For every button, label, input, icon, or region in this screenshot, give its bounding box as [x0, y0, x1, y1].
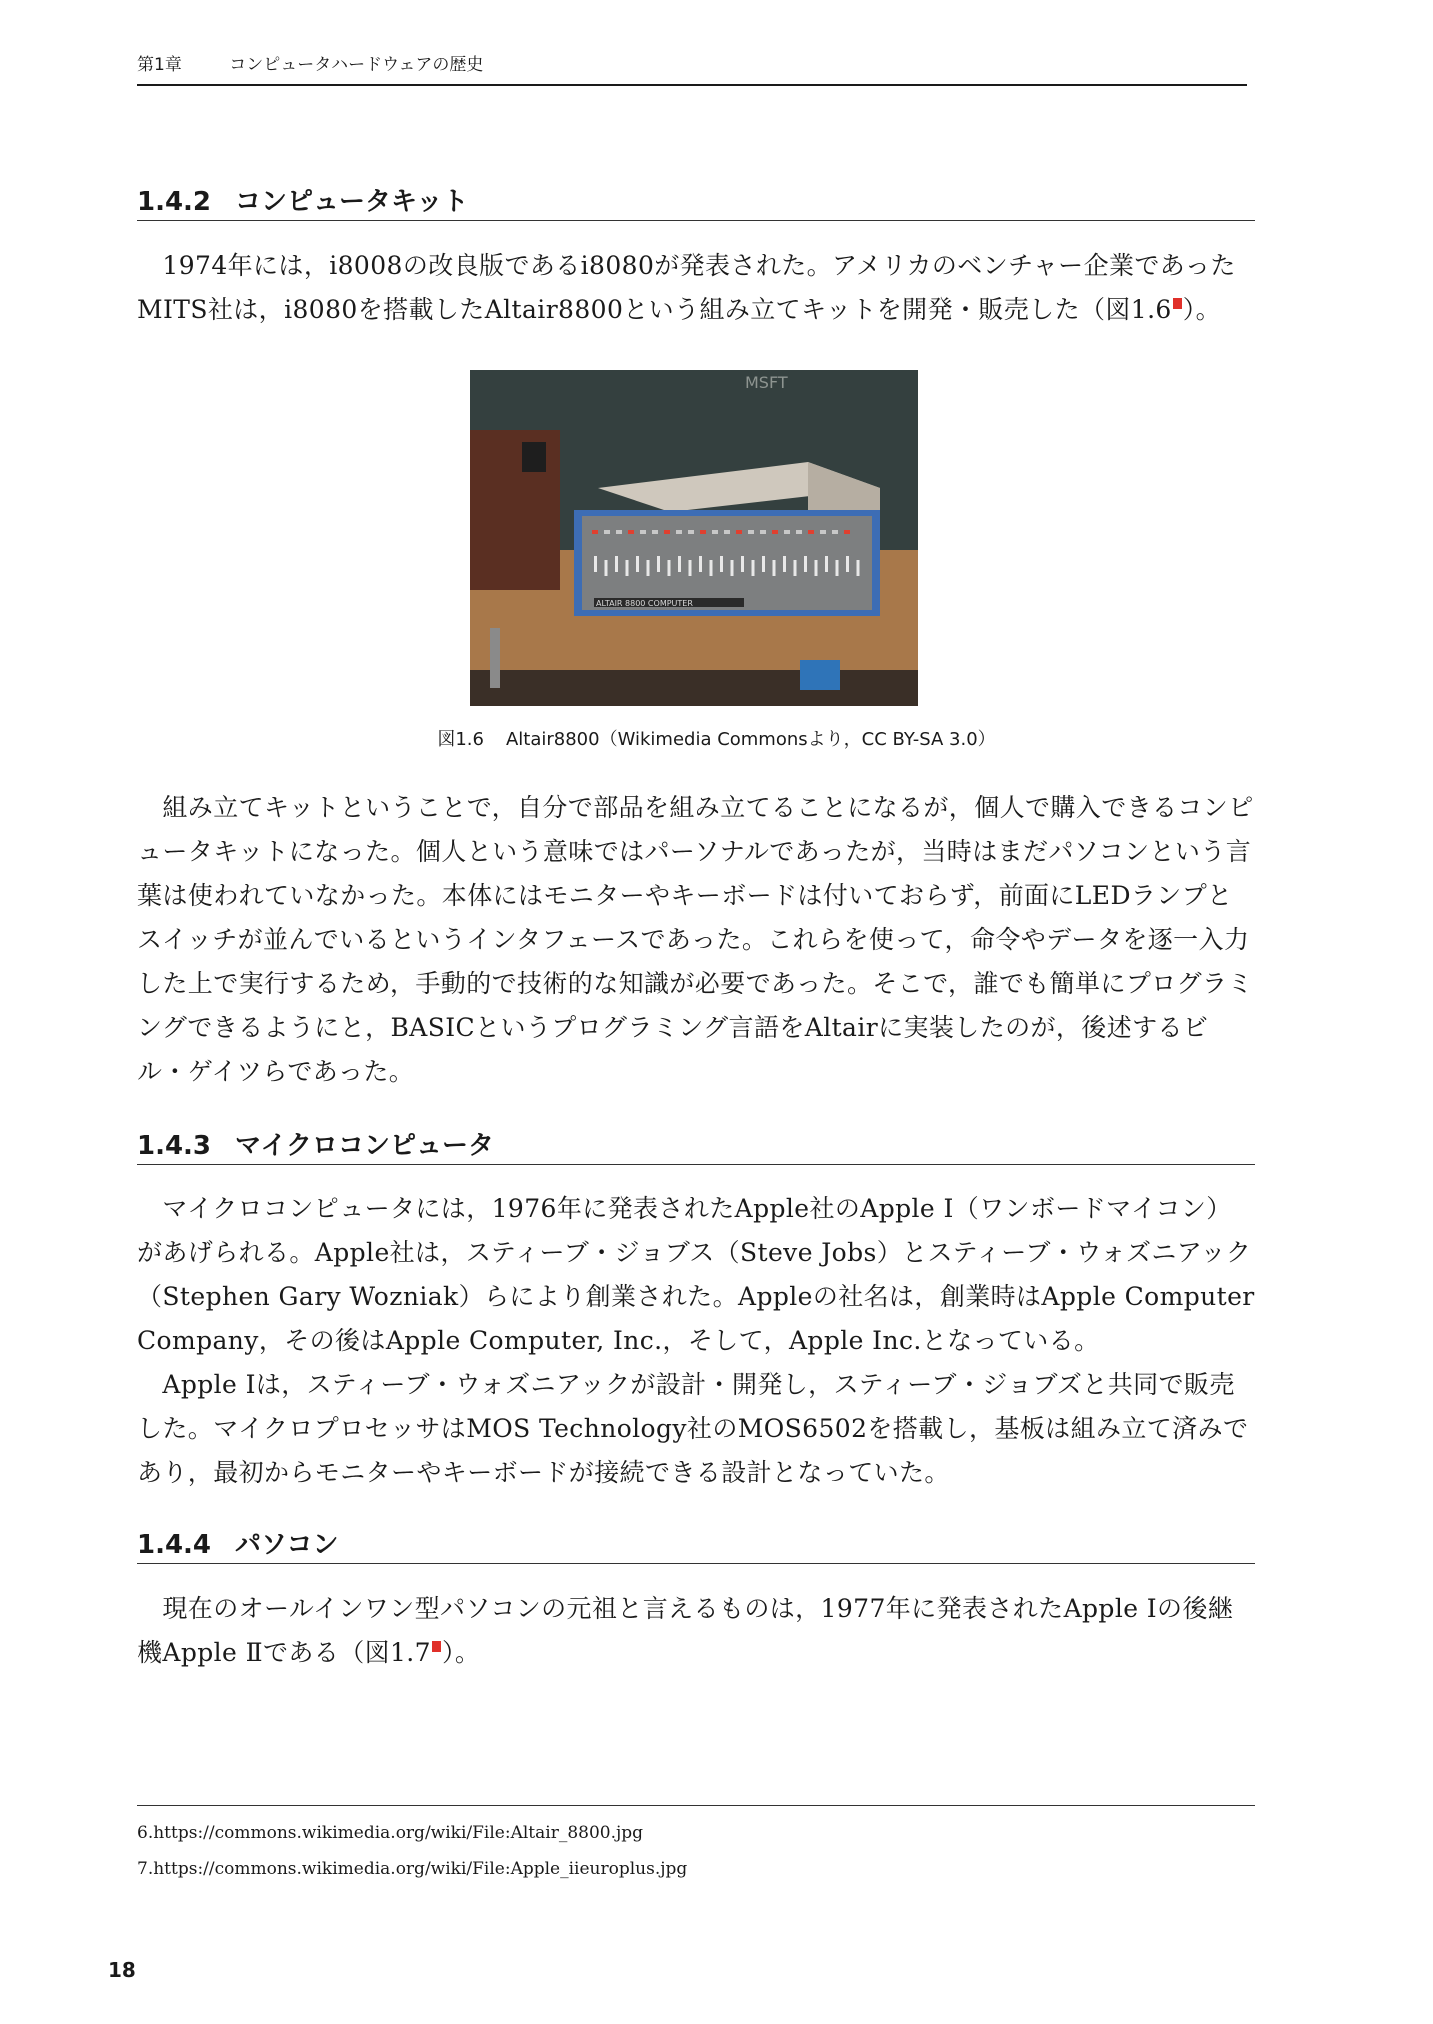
photo-toggle-switch	[668, 560, 671, 576]
photo-led	[784, 530, 790, 534]
photo-toggle-switch	[626, 560, 629, 576]
running-head-title: コンピュータハードウェアの歴史	[229, 55, 484, 75]
photo-led	[820, 530, 826, 534]
photo-toggle-switch	[689, 560, 692, 576]
section-title: マイクロコンピュータ	[235, 1131, 494, 1161]
photo-toggle-switch	[762, 556, 765, 572]
photo-led	[796, 530, 802, 534]
photo-led	[688, 530, 694, 534]
photo-left-device-panel	[522, 442, 546, 472]
photo-led	[772, 530, 778, 534]
photo-led	[676, 530, 682, 534]
photo-toggle-switch	[857, 560, 860, 576]
photo-led	[724, 530, 730, 534]
paragraph-text: ）。	[441, 1638, 481, 1667]
body-paragraph: Apple Ⅰは，スティーブ・ウォズニアックが設計・開発し，スティーブ・ジョブズと共同で販売した。マイクロプロセッサはMOS Technology社のMOS6502を搭載し，基板は組み立て済みであり，最初からモニターやキーボードが接続できる設計となっていた。	[137, 1370, 1249, 1487]
photo-toggle-switch	[752, 560, 755, 576]
photo-led	[652, 530, 658, 534]
photo-led	[628, 530, 634, 534]
section-heading-1-4-2	[137, 186, 1255, 221]
photo-floor	[470, 670, 918, 706]
photo-toggle-switch	[605, 560, 608, 576]
photo-led	[844, 530, 850, 534]
photo-toggle-switch	[804, 556, 807, 572]
body-paragraph	[137, 1587, 1255, 1675]
body-paragraph: マイクロコンピュータには，1976年に発表されたApple社のApple Ⅰ（ワンボードマイコン）があげられる。Apple社は，スティーブ・ジョブス（Steve Jobs）とスティーブ・ウォズニアック（Stephen Gary Wozniak）らにより創業された。Appleの社名は，創業時はApple Computer Company，その後はApple Computer, Inc.，そして，Apple Inc.となっている。	[137, 1194, 1255, 1355]
paragraph-text: 現在のオールインワン型パソコンの元祖と言えるものは，1977年に発表されたApple Ⅰの後継機Apple Ⅱである（図1.7	[137, 1594, 1234, 1667]
photo-led	[616, 530, 622, 534]
figure-number: 図1.6	[437, 729, 484, 750]
photo-toggle-switch	[783, 556, 786, 572]
photo-toggle-switch	[699, 556, 702, 572]
photo-toggle-switch	[710, 560, 713, 576]
page-number: 18	[108, 1958, 136, 1982]
photo-blue-object	[800, 660, 840, 690]
photo-toggle-switch	[773, 560, 776, 576]
section-title: パソコン	[235, 1530, 339, 1560]
photo-led	[712, 530, 718, 534]
photo-toggle-switch	[594, 556, 597, 572]
photo-toggle-switch	[741, 556, 744, 572]
photo-toggle-switch	[825, 556, 828, 572]
footnote-divider	[137, 1805, 1255, 1806]
body-paragraph	[137, 244, 1255, 332]
photo-toggle-switch	[615, 556, 618, 572]
photo-left-device	[470, 430, 560, 590]
photo-led	[748, 530, 754, 534]
photo-toggle-switch	[720, 556, 723, 572]
photo-led	[832, 530, 838, 534]
photo-led	[760, 530, 766, 534]
photo-toggle-switch	[636, 556, 639, 572]
photo-blackboard-scribble: MSFT	[745, 373, 788, 392]
paragraph-text: 1974年には，i8008の改良版であるi8080が発表された。アメリカのベンチャー企業であったMITS社は，i8080を搭載したAltair8800という組み立てキットを開発・販売した（図1.6	[137, 251, 1236, 324]
photo-toggle-switch	[678, 556, 681, 572]
photo-toggle-switch	[836, 560, 839, 576]
photo-toggle-switch	[647, 560, 650, 576]
photo-led	[736, 530, 742, 534]
photo-toggle-switch	[657, 556, 660, 572]
figure-caption	[0, 728, 1433, 752]
footnote-7: 7.https://commons.wikimedia.org/wiki/File:Apple_iieuroplus.jpg	[137, 1859, 688, 1879]
footnote-ref-marker[interactable]	[432, 1641, 441, 1652]
photo-led	[640, 530, 646, 534]
photo-toggle-switch	[846, 556, 849, 572]
photo-led	[604, 530, 610, 534]
section-number: 1.4.2	[137, 187, 212, 217]
altair-8800-photo	[470, 370, 918, 706]
section-title: コンピュータキット	[235, 187, 469, 217]
photo-led	[664, 530, 670, 534]
photo-toggle-switch	[731, 560, 734, 576]
section-number: 1.4.3	[137, 1131, 212, 1161]
section-heading-1-4-3	[137, 1130, 1255, 1165]
body-paragraph: 組み立てキットということで，自分で部品を組み立てることになるが，個人で購入できるコンピュータキットになった。個人という意味ではパーソナルであったが，当時はまだパソコンという言葉は使われていなかった。本体にはモニターやキーボードは付いておらず，前面にLEDランプとスイッチが並んでいるというインタフェースであった。これらを使って，命令やデータを逐一入力した上で実行するため，手動的で技術的な知識が必要であった。そこで，誰でも簡単にプログラミングできるようにと，BASICというプログラミング言語をAltairに実装したのが，後述するビル・ゲイツらであった。	[137, 793, 1254, 1086]
photo-panel-label: ALTAIR 8800 COMPUTER	[596, 599, 693, 608]
photo-desk-leg	[490, 628, 500, 688]
photo-led	[700, 530, 706, 534]
footnote-ref-marker[interactable]	[1173, 298, 1182, 309]
running-head	[137, 54, 1247, 86]
photo-toggle-switch	[794, 560, 797, 576]
paragraph-text: ）。	[1182, 295, 1222, 324]
photo-led	[808, 530, 814, 534]
figure-caption-text: Altair8800（Wikimedia Commonsより，CC BY-SA 3.0）	[505, 729, 996, 750]
section-heading-1-4-4	[137, 1529, 1255, 1564]
section-number: 1.4.4	[137, 1530, 212, 1560]
footnote-6: 6.https://commons.wikimedia.org/wiki/File:Altair_8800.jpg	[137, 1823, 644, 1843]
photo-led	[592, 530, 598, 534]
running-head-chapter: 第1章	[137, 55, 182, 75]
photo-toggle-switch	[815, 560, 818, 576]
